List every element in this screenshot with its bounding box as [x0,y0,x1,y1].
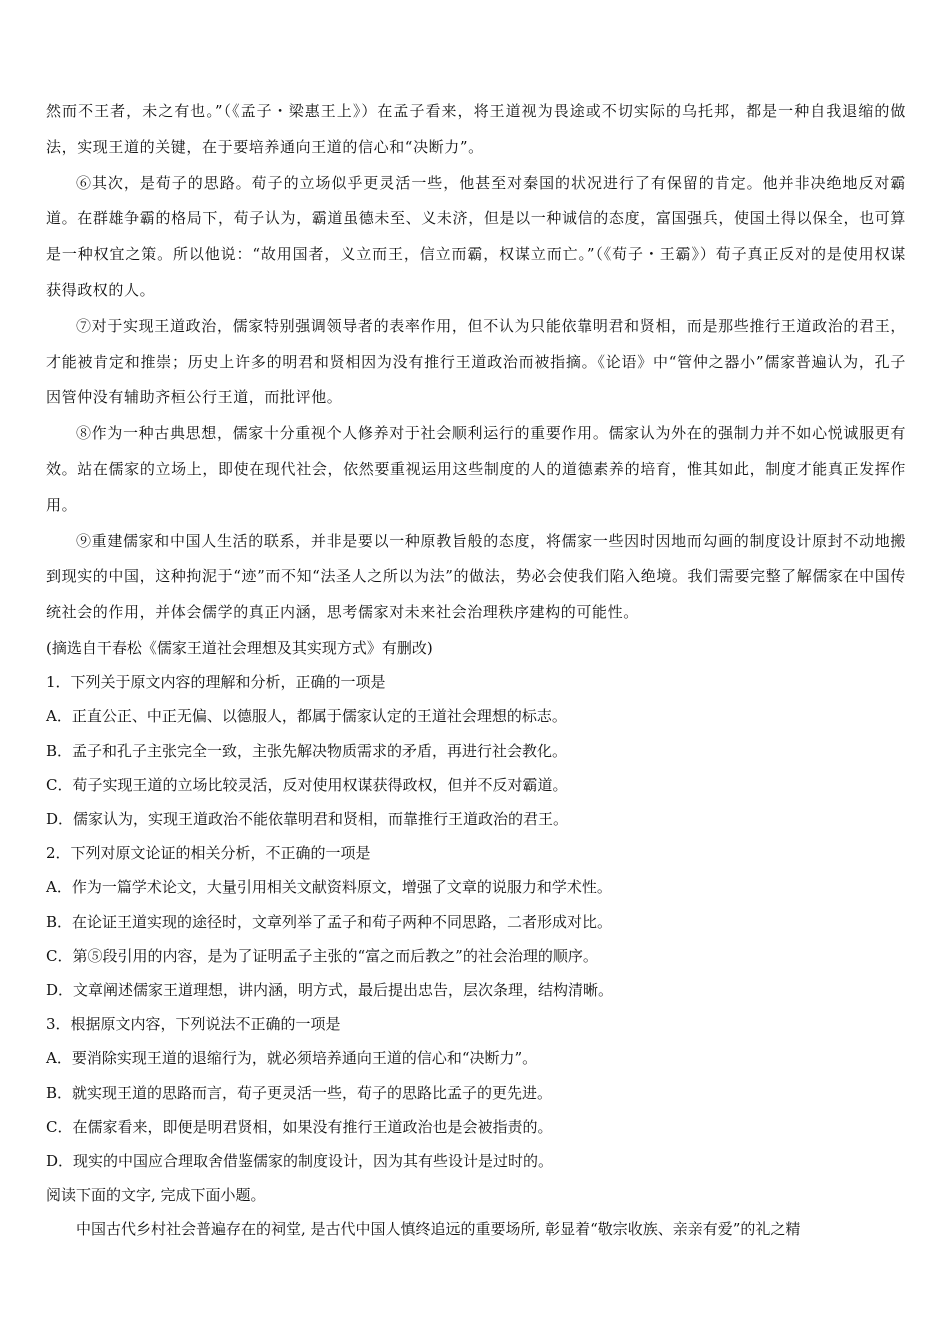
question-1 [46,665,906,836]
document-page [46,94,906,1247]
article-paragraph-8: ⑧作为一种古典思想，儒家十分重视个人修养对于社会顺利运行的重要作用。儒家认为外在的强制力并不如心悦诚服更有效。站在儒家的立场上，即使在现代社会，依然要重视运用这些制度的人的道德素养的培育，惟其如此，制度才能真正发挥作用。 [46,424,906,514]
article [46,94,906,631]
option-c: C．第⑤段引用的内容，是为了证明孟子主张的“富之而后教之”的社会治理的顺序。 [46,946,598,965]
article-paragraph-9: ⑨重建儒家和中国人生活的联系，并非是要以一种原教旨般的态度，将儒家一些因时因地而勾画的制度设计原封不动地搬到现实的中国，这种拘泥于“迹”而不知“法圣人之所以为法”的做法，势必会使我们陷入绝境。我们需要完整了解儒家在中国传统社会的作用，并体会儒学的真正内涵，思考儒家对未来社会治理秩序建构的可能性。 [46,531,906,622]
question-3 [46,1007,906,1178]
reading-paragraph: 中国古代乡村社会普遍存在的祠堂, 是古代中国人慎终追远的重要场所, 彰显着“敬宗收族、亲亲有爱”的礼之精 [76,1220,801,1239]
article-paragraph-7: ⑦对于实现王道政治，儒家特别强调领导者的表率作用，但不认为只能依靠明君和贤相，而是那些推行王道政治的君王，才能被肯定和推崇；历史上许多的明君和贤相因为没有推行王道政治而被指摘。《论语》中“管仲之器小”儒家普遍认为，孔子因管仲没有辅助齐桓公行王道，而批评他。 [46,316,906,407]
option-c: C．荀子实现王道的立场比较灵活，反对使用权谋获得政权，但并不反对霸道。 [46,775,568,794]
option-a: A．正直公正、中正无偏、以德服人，都属于儒家认定的王道社会理想的标志。 [46,707,567,726]
reading-instruction: 阅读下面的文字, 完成下面小题。 [46,1186,266,1205]
option-d: D．儒家认为，实现王道政治不能依靠明君和贤相，而靠推行王道政治的君王。 [46,809,569,828]
option-b: B．孟子和孔子主张完全一致，主张先解决物质需求的矛盾，再进行社会教化。 [46,741,568,760]
option-a: A．要消除实现王道的退缩行为，就必须培养通向王道的信心和“决断力”。 [46,1049,538,1068]
option-d: D．文章阐述儒家王道理想，讲内涵，明方式，最后提出忠告，层次条理，结构清晰。 [46,980,614,999]
question-2 [46,836,906,1007]
question-stem: 1．下列关于原文内容的理解和分析，正确的一项是 [46,673,386,692]
option-d: D．现实的中国应合理取舍借鉴儒家的制度设计，因为其有些设计是过时的。 [46,1152,554,1170]
article-paragraph-6: ⑥其次，是荀子的思路。荀子的立场似乎更灵活一些，他甚至对秦国的状况进行了有保留的肯定。他并非决绝地反对霸道。在群雄争霸的格局下，荀子认为，霸道虽德未至、义未济，但是以一种诚信的态度，富国强兵，使国土得以保全，也可算是一种权宜之策。所以他说：“故用国者，义立而王，信立而霸，权谋立而亡。”（《荀子・王霸》）荀子真正反对的是使用权谋获得政权的人。 [46,173,906,299]
article-source: (摘选自干春松《儒家王道社会理想及其实现方式》有删改) [46,638,433,657]
option-a: A．作为一篇学术论文，大量引用相关文献资料原文，增强了文章的说服力和学术性。 [46,878,612,897]
option-b: B．在论证王道实现的途径时，文章列举了孟子和荀子两种不同思路，二者形成对比。 [46,912,613,931]
question-stem: 2．下列对原文论证的相关分析，不正确的一项是 [46,844,371,863]
option-b: B．就实现王道的思路而言，荀子更灵活一些，荀子的思路比孟子的更先进。 [46,1083,553,1102]
article-paragraph-5-end: 然而不王者，未之有也。”（《孟子・梁惠王上》）在孟子看来，将王道视为畏途或不切实际的乌托邦，都是一种自我退缩的做法，实现王道的关键，在于要培养通向王道的信心和“决断力”。 [46,102,906,156]
question-stem: 3．根据原文内容，下列说法不正确的一项是 [46,1015,341,1034]
option-c: C．在儒家看来，即便是明君贤相，如果没有推行王道政治也是会被指责的。 [46,1117,553,1136]
